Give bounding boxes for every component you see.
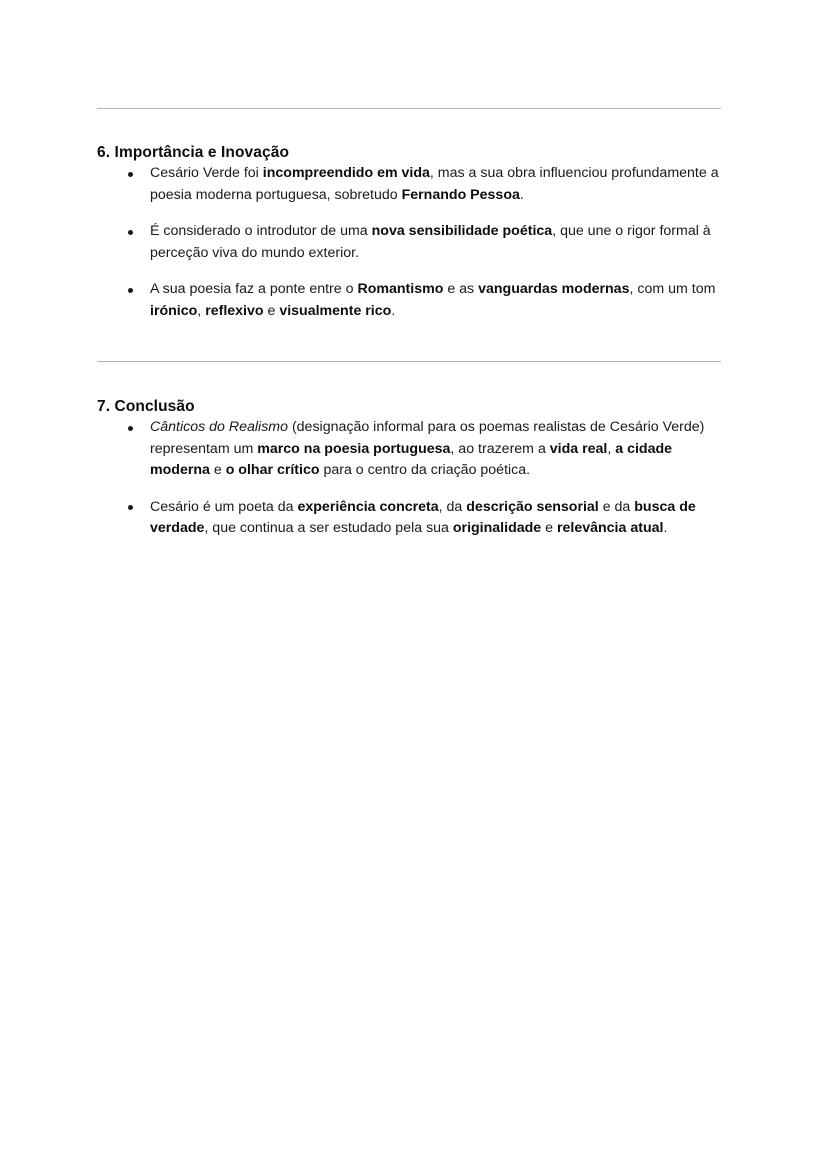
bullet-list-section-7	[97, 417, 725, 540]
list-item: Cesário Verde foi incompreendido em vida, mas a sua obra influenciou profundamente a poesia moderna portuguesa, sobretudo Fernando Pessoa.	[97, 163, 725, 206]
bullet-list-section-6	[97, 163, 725, 322]
document-content	[97, 0, 725, 540]
section-divider-top	[97, 108, 721, 109]
section-divider-middle	[97, 361, 721, 362]
list-item: Cânticos do Realismo (designação informal para os poemas realistas de Cesário Verde) representam um marco na poesia portuguesa, ao trazerem a vida real, a cidade moderna e o olhar crítico para o centro da criação poética.	[97, 417, 725, 482]
section-heading-importancia-e-inovacao: 6. Importância e Inovação	[97, 144, 290, 161]
list-item: Cesário é um poeta da experiência concreta, da descrição sensorial e da busca de verdade, que continua a ser estudado pela sua originalidade e relevância atual.	[97, 497, 725, 540]
list-item: É considerado o introdutor de uma nova sensibilidade poética, que une o rigor formal à perceção viva do mundo exterior.	[97, 221, 725, 264]
section-heading-conclusao: 7. Conclusão	[97, 398, 195, 415]
list-item: A sua poesia faz a ponte entre o Romantismo e as vanguardas modernas, com um tom irónico, reflexivo e visualmente rico.	[97, 279, 725, 322]
